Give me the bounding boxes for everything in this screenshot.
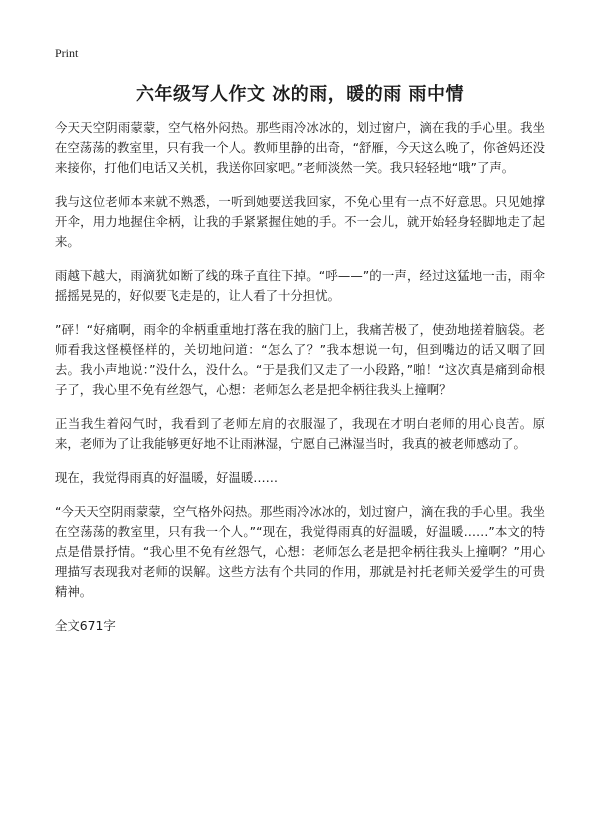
article-title: 六年级写人作文 冰的雨，暖的雨 雨中情 [135,84,465,105]
paragraph: ”砰！“好痛啊，雨伞的伞柄重重地打落在我的脑门上，我痛苦极了，使劲地搓着脑袋。老师看我这怪模怪样的，关切地问道：“怎么了？”我本想说一句，但到嘴边的话又咽了回去。我小声地说：”没什么，没什么。“于是我们又走了一小段路，”啪！“这次真是痛到命根子了，我心里不免有丝怨气，心想：老师怎么老是把伞柄往我头上撞啊？ [55,322,545,397]
print-link[interactable]: Print [55,46,79,60]
word-count: 全文671字 [55,618,116,633]
paragraph: 我与这位老师本来就不熟悉，一听到她要送我回家，不免心里有一点不好意思。只见她撑开伞，用力地握住伞柄，让我的手紧紧握住她的手。不一会儿，就开始轻身轻脚地走了起来。 [55,194,545,249]
paragraph: 雨越下越大，雨滴犹如断了线的珠子直往下掉。“呼——”的一声，经过这猛地一击，雨伞摇摇晃晃的，好似要飞走是的，让人看了十分担忧。 [55,268,545,303]
paragraph: 现在，我觉得雨真的好温暖，好温暖…… [55,470,279,485]
paragraph: 正当我生着闷气时，我看到了老师左肩的衣服湿了，我现在才明白老师的用心良苦。原来，老师为了让我能够更好地不让雨淋湿，宁愿自己淋湿当时，我真的被老师感动了。 [55,416,545,451]
paragraph-commentary: “今天天空阴雨蒙蒙，空气格外闷热。那些雨冷冰冰的，划过窗户，滴在我的手心里。我坐在空荡荡的教室里，只有我一个人。”“现在，我觉得雨真的好温暖，好温暖……”本文的特点是借景抒情。“我心里不免有丝怨气，心想：老师怎么老是把伞柄往我头上撞啊？”用心理描写表现我对老师的误解。这些方法有个共同的作用，那就是衬托老师关爱学生的可贵精神。 [55,504,545,599]
article-body [55,118,545,636]
paragraph: 今天天空阴雨蒙蒙，空气格外闷热。那些雨冷冰冰的，划过窗户，滴在我的手心里。我坐在空荡荡的教室里，只有我一个人。教师里静的出奇，“舒雁，今天这么晚了，你爸妈还没来接你，打他们电话又关机，我送你回家吧。”老师淡然一笑。我只轻轻地“哦”了声。 [55,120,545,175]
